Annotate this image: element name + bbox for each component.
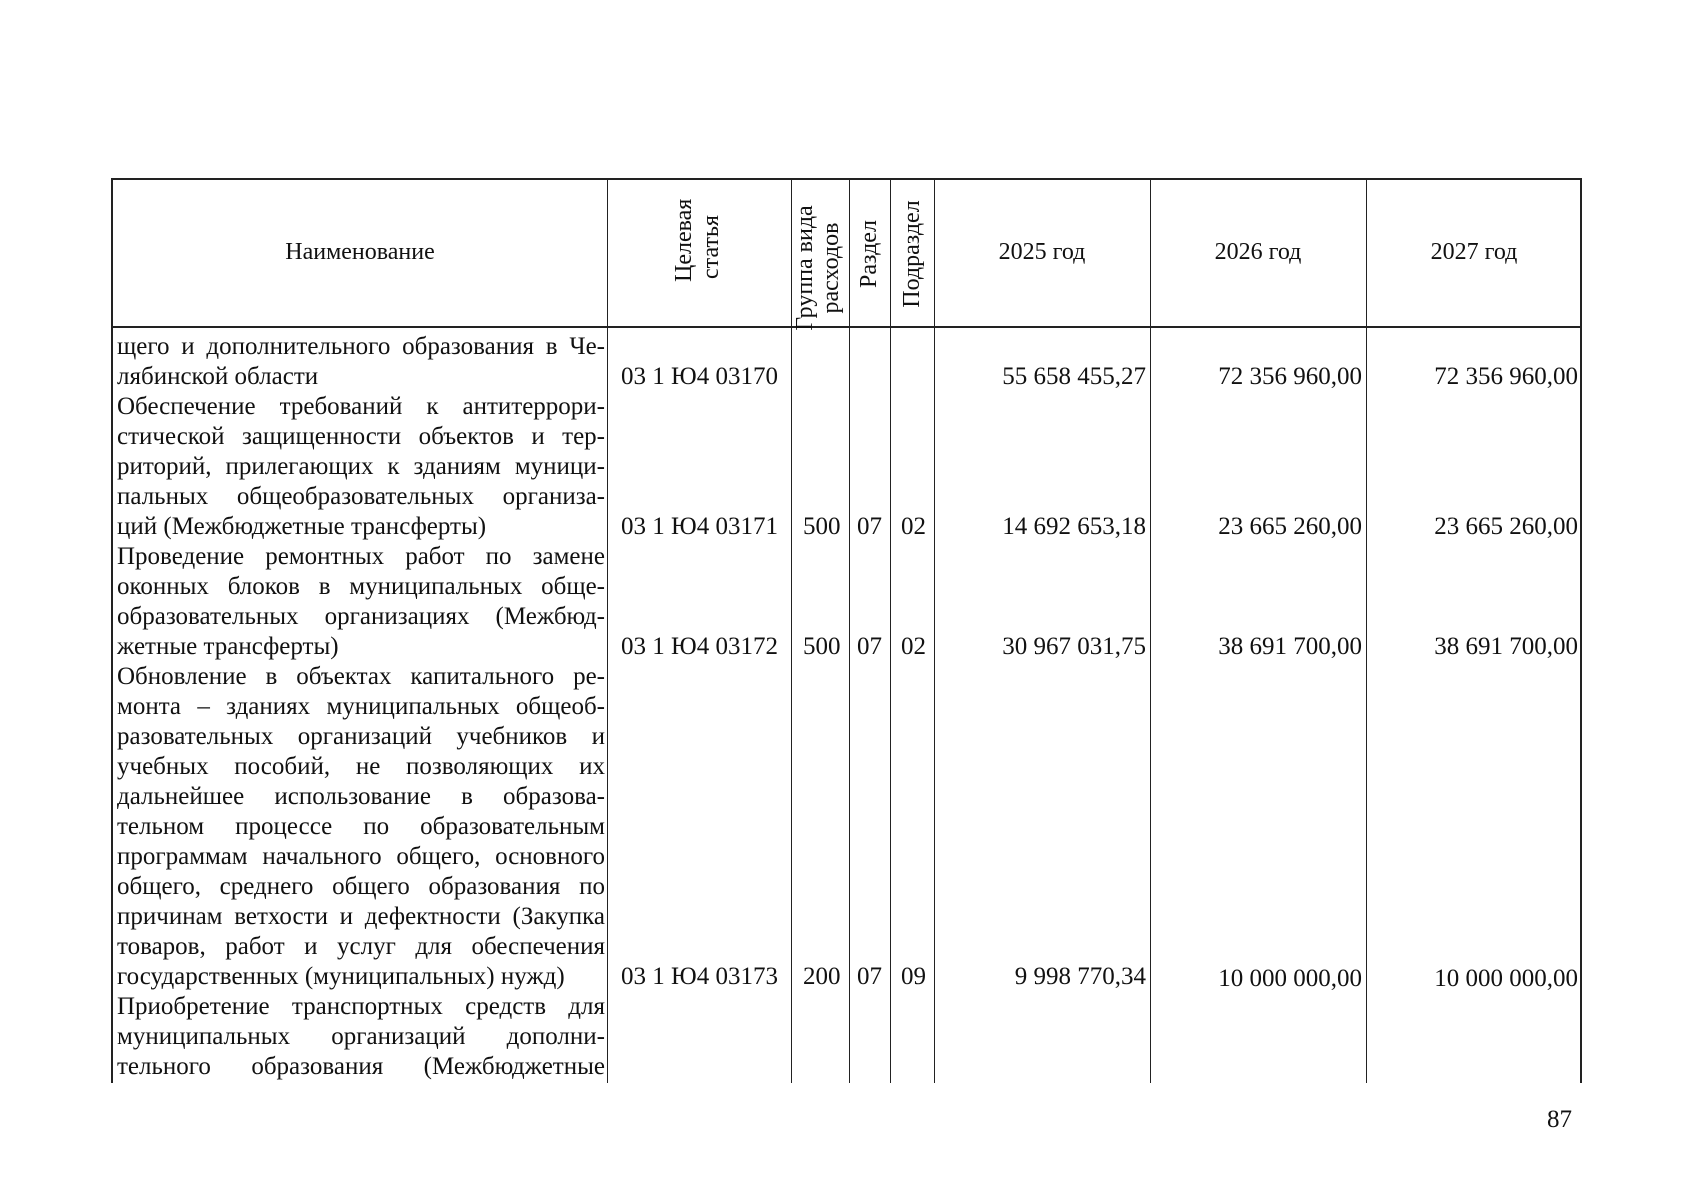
table-row-name <box>117 332 605 392</box>
cell-target: 03 1 Ю4 03170 <box>621 363 778 390</box>
cell-subsection: 09 <box>901 963 926 990</box>
cell-group: 200 <box>803 963 841 990</box>
cell-2025: 14 692 653,18 <box>1002 513 1146 540</box>
name-line: общего, среднего общего образования по <box>117 873 605 900</box>
cell-2026: 10 000 000,00 <box>1218 965 1362 992</box>
name-line: образовательных организациях (Межбюд- <box>117 603 605 630</box>
header-year-2025: 2025 год <box>998 239 1086 265</box>
cell-subsection: 02 <box>901 513 926 540</box>
name-line: товаров, работ и услуг для обеспечения <box>117 933 605 960</box>
name-line: дальнейшее использование в образова- <box>117 783 605 810</box>
name-line: монта – зданиях муниципальных общеоб- <box>117 693 605 720</box>
table-row-name <box>117 542 605 662</box>
header-target-wrap <box>671 182 725 312</box>
cell-section: 07 <box>857 633 882 660</box>
cell-target: 03 1 Ю4 03173 <box>621 963 778 990</box>
page-number: 87 <box>1547 1106 1572 1133</box>
name-line: оконных блоков в муниципальных обще- <box>117 573 605 600</box>
name-line: риторий, прилегающих к зданиям муници- <box>117 453 605 480</box>
header-year-2026: 2026 год <box>1214 239 1302 265</box>
header-subsection: Подраздел <box>899 200 925 308</box>
name-line: Проведение ремонтных работ по замене <box>117 543 605 570</box>
column-divider <box>890 180 891 1083</box>
name-line: стической защищенности объектов и тер- <box>117 423 605 450</box>
name-line: тельном процессе по образовательным <box>117 813 605 840</box>
name-line: Обновление в объектах капитального ре- <box>117 663 605 690</box>
name-line: щего и дополнительного образования в Че- <box>117 333 605 360</box>
cell-2026: 72 356 960,00 <box>1218 363 1362 390</box>
column-divider <box>849 180 850 1083</box>
header-target-article: Целевая статья <box>671 198 724 282</box>
table-row-name <box>117 992 605 1082</box>
cell-2025: 30 967 031,75 <box>1002 633 1146 660</box>
cell-2026: 38 691 700,00 <box>1218 633 1362 660</box>
name-line: пальных общеобразовательных организа- <box>117 483 605 510</box>
cell-target: 03 1 Ю4 03171 <box>621 513 778 540</box>
name-line: Приобретение транспортных средств для <box>117 993 605 1020</box>
cell-group: 500 <box>803 513 841 540</box>
table-row-name <box>117 392 605 542</box>
name-line: тельного образования (Межбюджетные <box>117 1053 605 1080</box>
cell-section: 07 <box>857 513 882 540</box>
cell-2025: 9 998 770,34 <box>1014 963 1146 990</box>
name-line: муниципальных организаций дополни- <box>117 1023 605 1050</box>
cell-2027: 10 000 000,00 <box>1434 965 1578 992</box>
name-line: программам начального общего, основного <box>117 843 605 870</box>
name-line: ций (Межбюджетные трансферты) <box>117 513 487 540</box>
budget-table <box>111 178 1582 1083</box>
header-name: Наименование <box>285 239 435 265</box>
name-line: учебных пособий, не позволяющих их <box>117 753 605 780</box>
name-line: разовательных организаций учебников и <box>117 723 605 750</box>
name-line: Обеспечение требований к антитеррори- <box>117 393 605 420</box>
cell-target: 03 1 Ю4 03172 <box>621 633 778 660</box>
cell-section: 07 <box>857 963 882 990</box>
header-year-2027: 2027 год <box>1430 239 1518 265</box>
cell-2027: 38 691 700,00 <box>1434 633 1578 660</box>
cell-group: 500 <box>803 633 841 660</box>
name-line: государственных (муниципальных) нужд) <box>117 963 565 990</box>
column-divider <box>607 180 608 1083</box>
header-expense-group: Группа вида расходов <box>792 205 844 331</box>
cell-2026: 23 665 260,00 <box>1218 513 1362 540</box>
name-line: причинам ветхости и дефектности (Закупка <box>117 903 605 930</box>
name-line: жетные трансферты) <box>117 633 339 660</box>
header-section: Раздел <box>856 220 882 288</box>
cell-2027: 72 356 960,00 <box>1434 363 1578 390</box>
name-line: лябинской области <box>117 363 319 390</box>
cell-subsection: 02 <box>901 633 926 660</box>
cell-2025: 55 658 455,27 <box>1002 363 1146 390</box>
table-row-name <box>117 662 605 992</box>
cell-2027: 23 665 260,00 <box>1434 513 1578 540</box>
